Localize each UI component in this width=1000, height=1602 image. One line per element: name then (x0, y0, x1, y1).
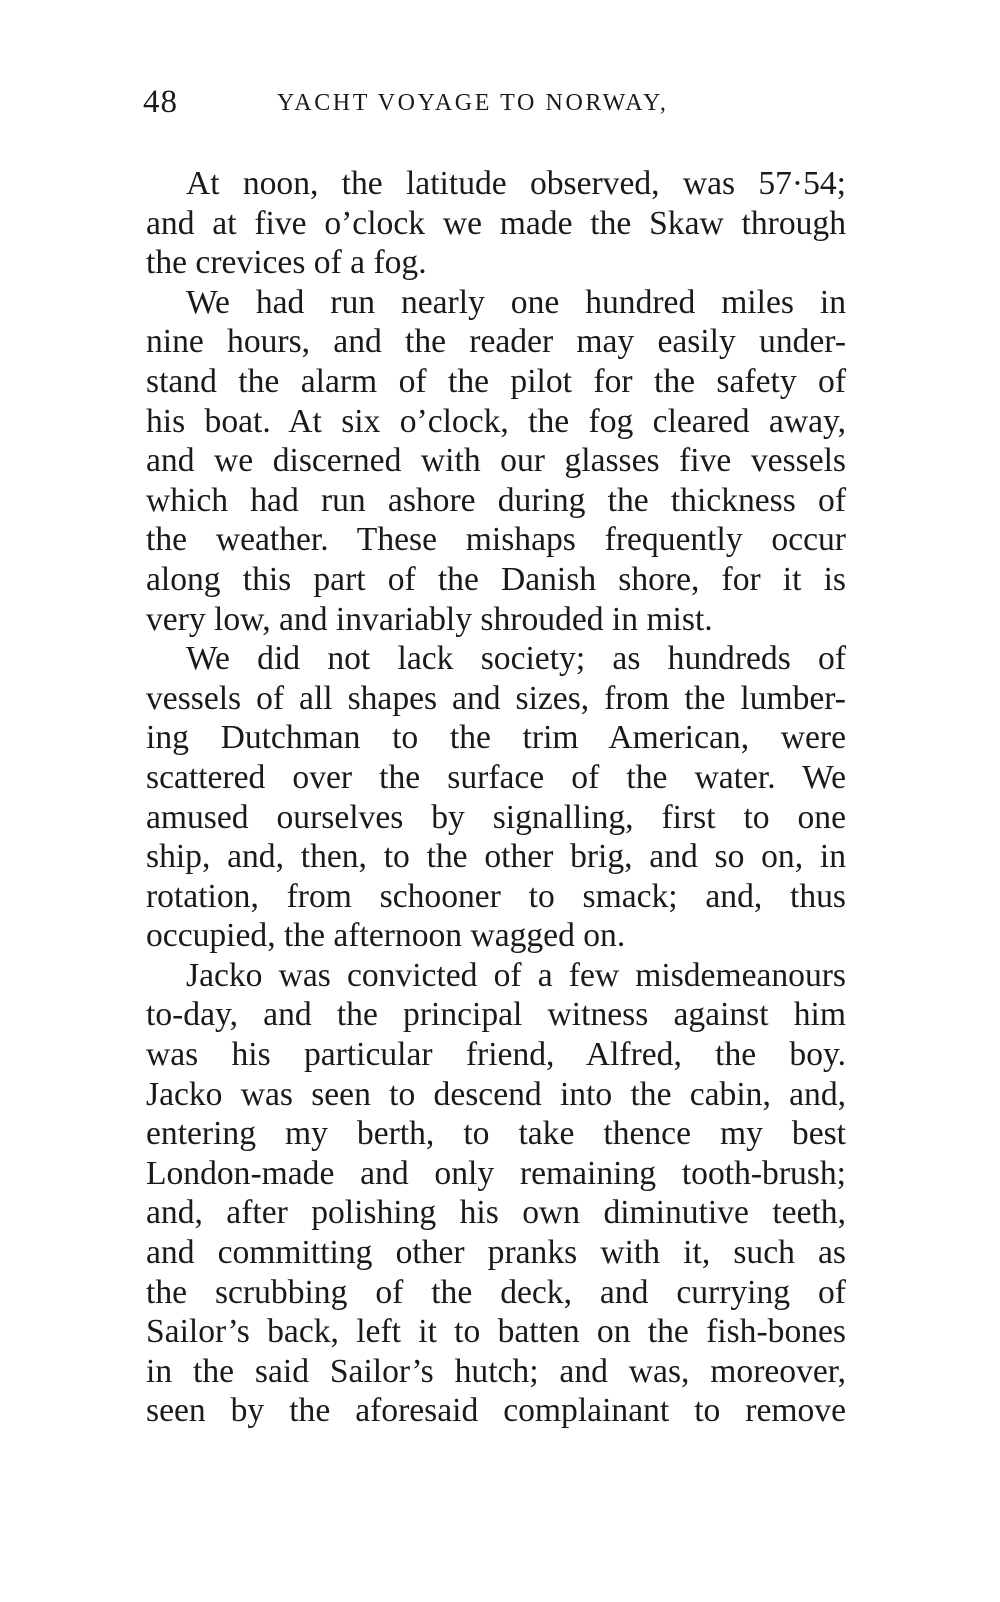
paragraph-2 (146, 283, 846, 639)
text-line: the crevices of a fog. (146, 244, 427, 282)
text-line: London-made and only remaining tooth-brush; (146, 1154, 846, 1192)
text-line: At noon, the latitude observed, was 57·54; (186, 165, 846, 202)
text-line: ing Dutchman to the trim American, were (146, 719, 846, 757)
paragraph-3 (146, 639, 846, 956)
text-line: which had run ashore during the thickness of (146, 481, 846, 519)
page-number: 48 (143, 84, 178, 120)
text-line: scattered over the surface of the water. We (146, 758, 846, 796)
running-title: YACHT VOYAGE TO NORWAY, (277, 90, 669, 116)
text-line: occupied, the afternoon wagged on. (146, 917, 626, 955)
text-line: Sailor’s back, left it to batten on the fish-bones (146, 1313, 846, 1351)
text-line: his boat. At six o’clock, the fog cleared away, (146, 402, 846, 440)
text-line: amused ourselves by signalling, first to one (146, 798, 846, 836)
text-line: Jacko was convicted of a few misdemeanours (186, 956, 846, 994)
text-line: entering my berth, to take thence my best (146, 1115, 846, 1153)
text-line: very low, and invariably shrouded in mist. (146, 600, 713, 638)
text-line: the weather. These mishaps frequently occur (146, 521, 846, 559)
text-line: and at five o’clock we made the Skaw through (146, 204, 846, 242)
text-line: We did not lack society; as hundreds of (186, 640, 846, 678)
paragraph-4 (146, 956, 846, 1431)
text-line: ship, and, then, to the other brig, and so on, in (146, 838, 846, 876)
text-line: Jacko was seen to descend into the cabin, and, (146, 1075, 846, 1113)
text-line: and we discerned with our glasses five vessels (146, 442, 846, 480)
text-line: seen by the aforesaid complainant to remove (146, 1392, 846, 1430)
text-line: to-day, and the principal witness against him (146, 996, 846, 1034)
text-line: vessels of all shapes and sizes, from the lumber- (146, 679, 846, 717)
text-line: and committing other pranks with it, such as (146, 1234, 846, 1272)
text-line: the scrubbing of the deck, and currying of (146, 1273, 846, 1311)
text-line: and, after polishing his own diminutive teeth, (146, 1194, 846, 1232)
text-line: nine hours, and the reader may easily under- (146, 323, 846, 361)
text-line: in the said Sailor’s hutch; and was, moreover, (146, 1352, 846, 1390)
paragraph-1 (146, 164, 846, 283)
running-head (143, 82, 850, 122)
text-line: along this part of the Danish shore, for it is (146, 560, 846, 598)
text-line: We had run nearly one hundred miles in (186, 283, 846, 321)
body-text (146, 164, 846, 1431)
text-line: rotation, from schooner to smack; and, thus (146, 877, 846, 915)
text-line: stand the alarm of the pilot for the safety of (146, 362, 846, 400)
text-line: was his particular friend, Alfred, the boy. (146, 1036, 846, 1074)
